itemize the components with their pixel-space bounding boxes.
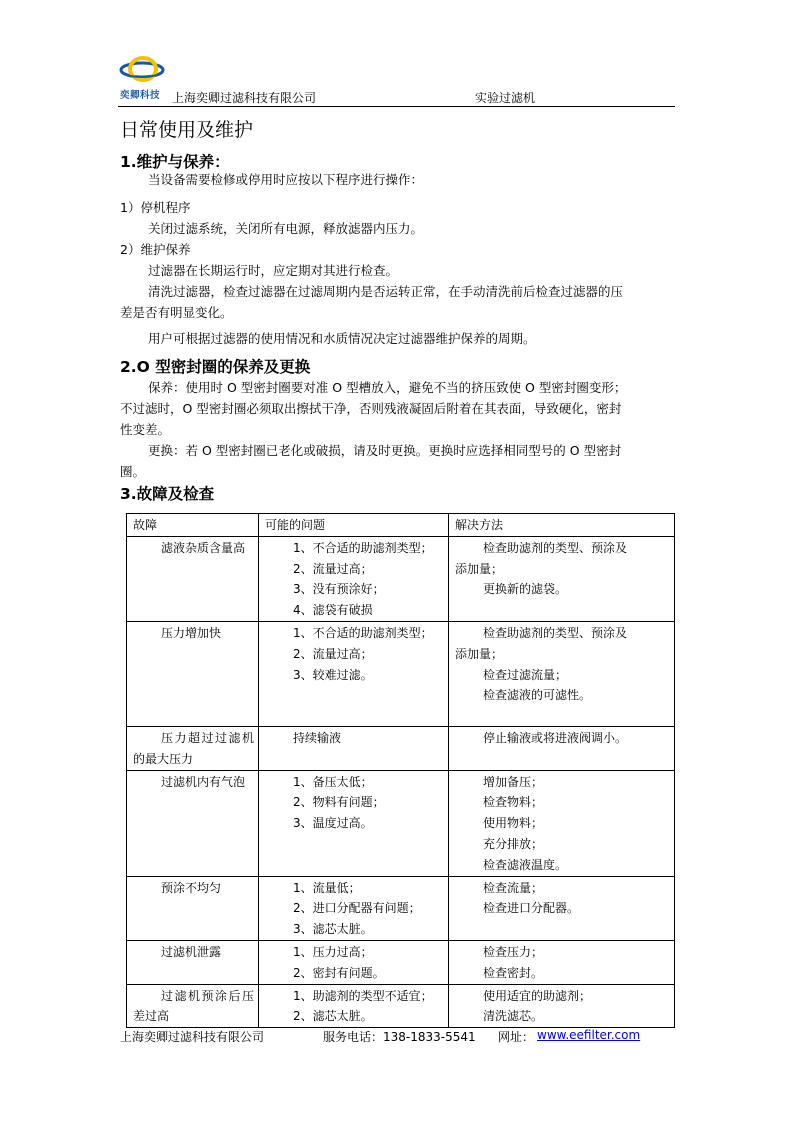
table-row (127, 770, 675, 876)
solutions-cell-line: 检查过滤流量； (483, 667, 568, 682)
causes-cell (259, 984, 449, 1028)
header-divider (118, 106, 675, 107)
fault-cell-line: 压力超过过滤机 (161, 730, 254, 745)
causes-cell-line: 1、不合适的助滤剂类型； (293, 625, 433, 640)
causes-cell-line: 1、不合适的助滤剂类型； (293, 540, 433, 555)
solutions-cell-line: 检查进口分配器。 (483, 901, 580, 916)
solutions-cell-line: 清洗滤芯。 (483, 1009, 544, 1024)
maintenance-line-2: 不过滤时，O 型密封圈必须取出擦拭干净，否则残液凝固后附着在其表面，导致硬化，密封 (120, 401, 622, 416)
fault-cell-line: 过滤机泄露 (161, 944, 222, 959)
header-solutions: 解决方法 (449, 514, 675, 537)
solutions-cell-line: 添加量； (455, 561, 504, 576)
solutions-cell-line: 增加备压； (483, 774, 544, 789)
table-row (127, 621, 675, 726)
section-2-heading: 2.O 型密封圈的保养及更换 (120, 358, 311, 376)
footer-web-label: 网址： (498, 1030, 535, 1044)
solutions-cell (449, 984, 675, 1028)
causes-cell-line: 1、助滤剂的类型不适宜； (293, 988, 433, 1003)
fault-cell-line: 压力增加快 (161, 625, 222, 640)
causes-cell-line: 2、进口分配器有问题； (293, 901, 421, 916)
causes-cell (259, 770, 449, 876)
item-1-text: 关闭过滤系统，关闭所有电源，释放滤器内压力。 (148, 221, 424, 236)
causes-cell-line: 1、压力过高； (293, 944, 373, 959)
fault-cell (127, 621, 259, 726)
solutions-cell-line: 检查物料； (483, 795, 544, 810)
table-row (127, 876, 675, 940)
causes-cell-line: 2、流量过高； (293, 561, 373, 576)
solutions-cell (449, 876, 675, 940)
fault-cell (127, 940, 259, 984)
causes-cell (259, 621, 449, 726)
fault-cell-line: 过滤机内有气泡 (161, 774, 246, 789)
solutions-cell-line: 检查密封。 (483, 965, 544, 980)
table-row (127, 536, 675, 621)
solutions-cell-line: 检查助滤剂的类型、预涂及 (483, 540, 628, 555)
solutions-cell (449, 621, 675, 726)
header-fault: 故障 (127, 514, 259, 537)
solutions-cell (449, 940, 675, 984)
causes-cell-line: 3、温度过高。 (293, 816, 373, 831)
table-row (127, 940, 675, 984)
solutions-cell (449, 726, 675, 770)
solutions-cell-line: 检查压力； (483, 944, 544, 959)
causes-cell (259, 940, 449, 984)
causes-cell-line: 3、没有预涂好； (293, 582, 385, 597)
solutions-cell-line: 添加量； (455, 646, 504, 661)
causes-cell-line: 3、较难过滤。 (293, 667, 373, 682)
item-2-text-3: 用户可根据过滤器的使用情况和水质情况决定过滤器维护保养的周期。 (148, 331, 536, 346)
solutions-cell-line: 使用物料； (483, 816, 544, 831)
item-2-text-2-line-1: 清洗过滤器，检查过滤器在过滤周期内是否运转正常，在手动清洗前后检查过滤器的压 (148, 284, 624, 299)
header-causes: 可能的问题 (259, 514, 449, 537)
causes-cell-line: 2、滤芯太脏。 (293, 1009, 373, 1024)
solutions-cell-line: 停止输液或将进液阀调小。 (483, 730, 628, 745)
fault-cell-line: 差过高 (133, 1009, 170, 1024)
footer-phone: 服务电话：138-1833-5541 (323, 1030, 476, 1044)
section-1-intro: 当设备需要检修或停用时应按以下程序进行操作： (148, 172, 424, 187)
section-1-heading: 1.维护与保养： (120, 153, 230, 171)
causes-cell-line: 4、滤袋有破损 (293, 603, 373, 618)
item-1-label: 1）停机程序 (120, 200, 191, 215)
fault-cell (127, 984, 259, 1028)
maintenance-line-3: 性变差。 (120, 422, 171, 437)
section-3-heading: 3.故障及检查 (120, 485, 215, 503)
replacement-line-2: 圈。 (120, 464, 146, 479)
page-title: 日常使用及维护 (120, 119, 254, 141)
fault-table (126, 513, 675, 1028)
header-company-name: 上海奕卿过滤科技有限公司 (172, 91, 317, 105)
solutions-cell-line: 充分排放； (483, 836, 544, 851)
replacement-line-1: 更换：若 O 型密封圈已老化或破损，请及时更换。更换时应选择相同型号的 O 型密封 (148, 443, 622, 458)
solutions-cell-line: 使用适宜的助滤剂； (483, 988, 592, 1003)
fault-cell-line: 预涂不均匀 (161, 880, 222, 895)
table-header-row (127, 514, 675, 537)
causes-cell-line: 2、物料有问题； (293, 795, 385, 810)
table-row (127, 984, 675, 1028)
fault-cell (127, 770, 259, 876)
solutions-cell-line: 检查滤液温度。 (483, 857, 568, 872)
causes-cell (259, 876, 449, 940)
item-2-text-2-line-2: 差是否有明显变化。 (120, 305, 233, 320)
causes-cell-line: 3、滤芯太脏。 (293, 922, 373, 937)
causes-cell (259, 726, 449, 770)
solutions-cell-line: 检查流量； (483, 880, 544, 895)
causes-cell-line: 2、密封有问题。 (293, 965, 385, 980)
solutions-cell-line: 检查助滤剂的类型、预涂及 (483, 625, 628, 640)
causes-cell-line: 1、流量低； (293, 880, 361, 895)
solutions-cell (449, 536, 675, 621)
solutions-cell-line: 检查滤液的可滤性。 (483, 688, 592, 703)
fault-cell-line: 过滤机预涂后压 (161, 988, 254, 1003)
logo-text: 奕卿科技 (120, 90, 161, 101)
causes-cell-line: 1、备压太低； (293, 774, 373, 789)
maintenance-line-1: 保养：使用时 O 型密封圈要对准 O 型槽放入，避免不当的挤压致使 O 型密封圈变形； (148, 380, 627, 395)
item-2-label: 2）维护保养 (120, 242, 191, 257)
fault-cell-line: 滤液杂质含量高 (161, 540, 246, 555)
footer-web-link[interactable]: www.eefilter.com (537, 1028, 641, 1042)
fault-cell (127, 726, 259, 770)
fault-cell-line: 的最大压力 (133, 751, 194, 766)
causes-cell (259, 536, 449, 621)
header-product-name: 实验过滤机 (475, 91, 536, 105)
fault-cell (127, 876, 259, 940)
causes-cell-line: 2、流量过高； (293, 646, 373, 661)
item-2-text-1: 过滤器在长期运行时，应定期对其进行检查。 (148, 263, 399, 278)
solutions-cell (449, 770, 675, 876)
table-row (127, 726, 675, 770)
solutions-cell-line: 更换新的滤袋。 (483, 582, 568, 597)
fault-cell (127, 536, 259, 621)
causes-cell-line: 持续输液 (293, 730, 342, 745)
footer-company: 上海奕卿过滤科技有限公司 (120, 1030, 265, 1044)
